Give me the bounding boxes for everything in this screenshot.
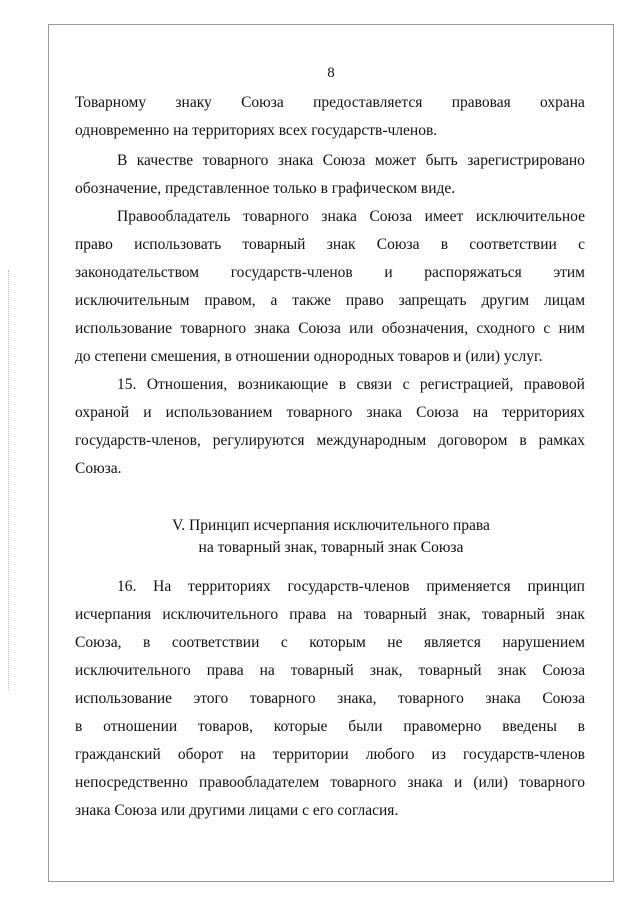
word: товарный	[242, 236, 306, 253]
word: и	[453, 774, 463, 791]
text-line	[75, 315, 585, 343]
word: товарного	[202, 152, 269, 169]
word: распоряжаться	[424, 264, 522, 281]
word: Союза	[542, 690, 585, 707]
word: знака,	[337, 690, 377, 707]
word: из	[431, 746, 446, 763]
word: Союза	[542, 662, 585, 679]
word: имеет	[424, 208, 464, 225]
word: товарного	[249, 690, 316, 707]
word: Союза	[416, 404, 459, 421]
word: отношении	[103, 718, 178, 735]
word: нарушением	[502, 634, 585, 651]
word: может	[374, 152, 417, 169]
word: использовать	[134, 236, 222, 253]
section-heading-line: на товарный знак, товарный знак Союза	[198, 539, 464, 556]
word: право	[75, 236, 113, 253]
word: договором	[438, 432, 508, 449]
text-line	[75, 573, 585, 601]
text-line	[75, 89, 585, 117]
text-line	[75, 427, 585, 455]
word: возникающие	[237, 376, 329, 393]
word: использование	[75, 320, 173, 337]
word: товарный	[418, 662, 482, 679]
text-line	[75, 147, 585, 175]
word: в	[577, 718, 585, 735]
text-line: одновременно на территориях всех государств-членов.	[75, 122, 438, 139]
page-number: 8	[327, 65, 335, 81]
word: не	[387, 634, 403, 651]
word: использованием	[165, 404, 273, 421]
word: этим	[553, 264, 585, 281]
word: с	[543, 320, 551, 337]
word: и	[143, 404, 152, 421]
word: правомерно	[403, 718, 482, 735]
word: товарного	[286, 404, 353, 421]
paragraph-continuation	[75, 89, 585, 145]
text-line	[75, 287, 585, 315]
word: принцип	[527, 578, 585, 595]
word: знаку	[175, 94, 212, 111]
word: является	[423, 634, 481, 651]
word: Товарному	[75, 94, 147, 111]
word: на	[472, 404, 489, 421]
word: с	[578, 236, 585, 253]
word: соответствии	[171, 634, 260, 651]
word: применяется	[426, 578, 511, 595]
word: права	[289, 606, 327, 623]
word: исключительного	[162, 606, 279, 623]
word: регистрацией,	[419, 376, 514, 393]
word: а	[270, 292, 278, 309]
word: на	[259, 662, 275, 679]
word: 16.	[117, 578, 137, 595]
word: быть	[425, 152, 458, 169]
word: связи	[356, 376, 393, 393]
word: исключительным	[75, 292, 190, 309]
text-line	[75, 399, 585, 427]
scan-edge-mark	[8, 270, 10, 690]
word: правообладателем	[199, 774, 320, 791]
word: товарный	[481, 606, 545, 623]
word: знак	[497, 662, 527, 679]
word: исключительное	[475, 208, 585, 225]
word: государств-членов	[463, 746, 585, 763]
word: этого	[193, 690, 229, 707]
word: правовой	[523, 376, 585, 393]
word: знака	[407, 774, 443, 791]
word: товарного	[243, 208, 309, 225]
word: государств-членов,	[75, 432, 201, 449]
word: в	[143, 634, 151, 651]
word: качестве	[136, 152, 194, 169]
text-line	[75, 629, 585, 657]
word: знак,	[369, 662, 403, 679]
section-heading-line: V. Принцип исчерпания исключительного права	[172, 517, 490, 534]
word: территориях	[188, 578, 271, 595]
text-line	[75, 203, 585, 231]
word: знак	[556, 606, 585, 623]
word: регулируются	[212, 432, 305, 449]
word: товарного	[180, 320, 247, 337]
text-line: до степени смешения, в отношении однородных товаров и (или) услуг.	[75, 348, 543, 365]
word: Союза	[298, 320, 341, 337]
word: государств-членов	[230, 264, 353, 281]
text-line	[75, 601, 585, 629]
text-line	[75, 371, 585, 399]
word: товарного	[330, 774, 397, 791]
word: запрещать	[398, 292, 467, 309]
text-line	[75, 713, 585, 741]
word: территориях	[502, 404, 585, 421]
word: ним	[558, 320, 585, 337]
word: Правообладатель	[117, 208, 231, 225]
word: Союза	[241, 94, 284, 111]
word: соответствии	[469, 236, 557, 253]
word: В	[117, 152, 128, 169]
word: зарегистрировано	[467, 152, 585, 169]
text-line	[75, 769, 585, 797]
paragraph-item-16	[75, 573, 585, 825]
word: в	[75, 718, 83, 735]
word: правовая	[451, 94, 511, 111]
paragraph-rightholder	[75, 203, 585, 371]
word: правом,	[204, 292, 256, 309]
text-line	[75, 259, 585, 287]
word: 15.	[117, 376, 137, 393]
document-page	[48, 24, 614, 882]
word: знака	[485, 690, 521, 707]
word: были	[348, 718, 383, 735]
word: товарного	[397, 690, 464, 707]
word: предоставляется	[313, 94, 423, 111]
word: знака	[254, 320, 290, 337]
word: обозначения,	[381, 320, 469, 337]
word: знака	[366, 404, 403, 421]
word: товарного	[519, 774, 585, 791]
word: охрана	[540, 94, 585, 111]
text-line	[75, 741, 585, 769]
word: знак,	[437, 606, 471, 623]
word: и	[384, 264, 393, 281]
word: право	[345, 292, 384, 309]
paragraph-graphic-form	[75, 147, 585, 203]
word: охраной	[75, 404, 130, 421]
word: Отношения,	[146, 376, 228, 393]
word: введены	[502, 718, 557, 735]
word: товарный	[290, 662, 354, 679]
word: с	[402, 376, 410, 393]
text-line: обозначение, представленное только в графическом виде.	[75, 180, 456, 197]
word: знака	[277, 152, 314, 169]
word: исключительного	[75, 662, 191, 679]
paragraph-item-15	[75, 371, 585, 483]
word: права	[206, 662, 244, 679]
word: на	[240, 746, 256, 763]
word: законодательством	[75, 264, 200, 281]
word: Союза	[376, 236, 420, 253]
word: другим	[481, 292, 530, 309]
word: рамках	[538, 432, 585, 449]
text-line: Союза.	[75, 460, 122, 477]
word: которым	[309, 634, 366, 651]
word: товарный	[363, 606, 427, 623]
word: использование	[75, 690, 173, 707]
word: в	[338, 376, 347, 393]
word: Союза,	[75, 634, 122, 651]
text-line: знака Союза или другими лицами с его согласия.	[75, 802, 399, 819]
word: знака	[321, 208, 357, 225]
word: (или)	[473, 774, 509, 791]
word: лицам	[543, 292, 585, 309]
word: территории	[272, 746, 349, 763]
word: Союза	[322, 152, 366, 169]
word: которые	[273, 718, 328, 735]
word: в	[519, 432, 527, 449]
word: непосредственно	[75, 774, 188, 791]
text-line	[75, 231, 585, 259]
word: знак	[326, 236, 356, 253]
word: на	[337, 606, 353, 623]
text-line	[75, 657, 585, 685]
text-line	[75, 685, 585, 713]
word: товаров,	[197, 718, 253, 735]
word: в	[440, 236, 449, 253]
word: государств-членов	[287, 578, 410, 595]
word: или	[349, 320, 374, 337]
word: с	[280, 634, 288, 651]
word: любого	[365, 746, 415, 763]
word: исчерпания	[75, 606, 152, 623]
section-heading	[49, 515, 613, 559]
word: На	[153, 578, 172, 595]
word: гражданский	[75, 746, 161, 763]
word: Союза	[369, 208, 413, 225]
word: сходного	[476, 320, 536, 337]
word: также	[292, 292, 332, 309]
word: оборот	[177, 746, 224, 763]
word: международным	[316, 432, 427, 449]
